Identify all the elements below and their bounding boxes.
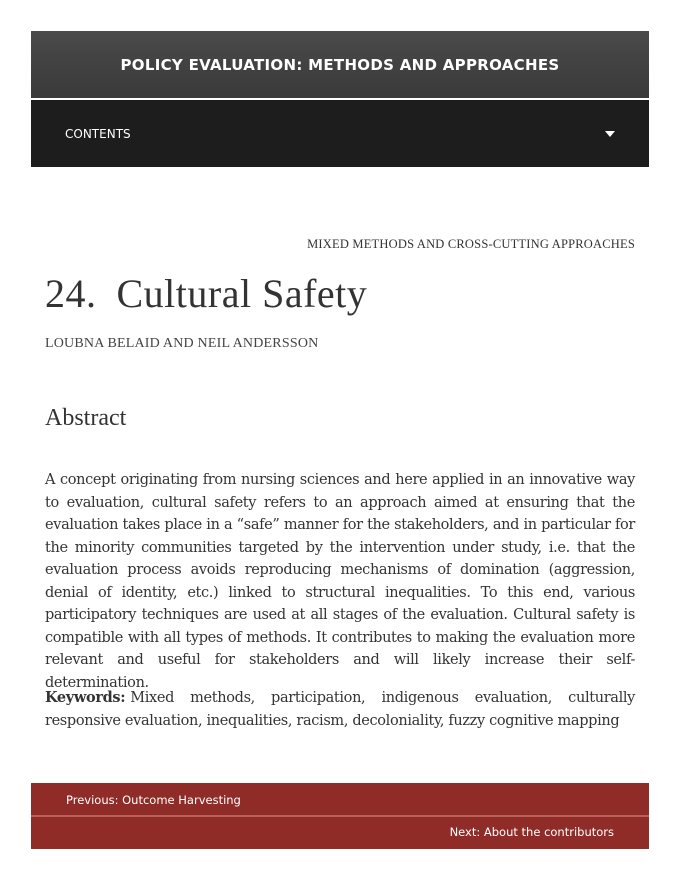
- chapter-number: 24.: [45, 271, 97, 316]
- keywords-list: Mixed methods, participation, indigenous evaluation, culturally responsive evaluation, inequalities, racism, decoloniality, fuzzy cognitive mapping: [45, 690, 635, 729]
- next-chapter-link[interactable]: Next: About the contributors: [449, 825, 614, 839]
- chapter-title: Cultural Safety: [116, 271, 368, 316]
- book-title-bar: [31, 31, 649, 98]
- part-label: MIXED METHODS AND CROSS-CUTTING APPROACHES: [307, 237, 635, 251]
- nav-divider: [31, 815, 649, 817]
- contents-toggle[interactable]: [31, 100, 649, 167]
- keywords-label: Keywords:: [45, 689, 126, 706]
- chapter-heading: [45, 270, 367, 317]
- abstract-heading: Abstract: [45, 405, 127, 431]
- book-title[interactable]: POLICY EVALUATION: METHODS AND APPROACHES: [120, 55, 560, 74]
- abstract-body: A concept originating from nursing sciences and here applied in an innovative way to evaluation, cultural safety refers to an approach aimed at ensuring that the evaluation takes place in a “safe” manner for the stakeholders, and in particular for the minority communities targeted by the intervention under study, i.e. that the evaluation process avoids reproducing mechanisms of domination (aggression, denial of identity, etc.) linked to structural inequalities. To this end, various participatory techniques are used at all stages of the evaluation. Cultural safety is compatible with all types of methods. It contributes to making the evaluation more relevant and useful for stakeholders and will likely increase their self-determination.: [45, 472, 635, 691]
- previous-chapter-link[interactable]: Previous: Outcome Harvesting: [66, 793, 241, 807]
- keywords-paragraph: [45, 687, 635, 732]
- caret-down-icon[interactable]: [605, 131, 615, 137]
- chapter-navigation: [31, 783, 649, 849]
- contents-label: CONTENTS: [65, 126, 131, 141]
- chapter-authors: LOUBNA BELAID AND NEIL ANDERSSON: [45, 336, 319, 351]
